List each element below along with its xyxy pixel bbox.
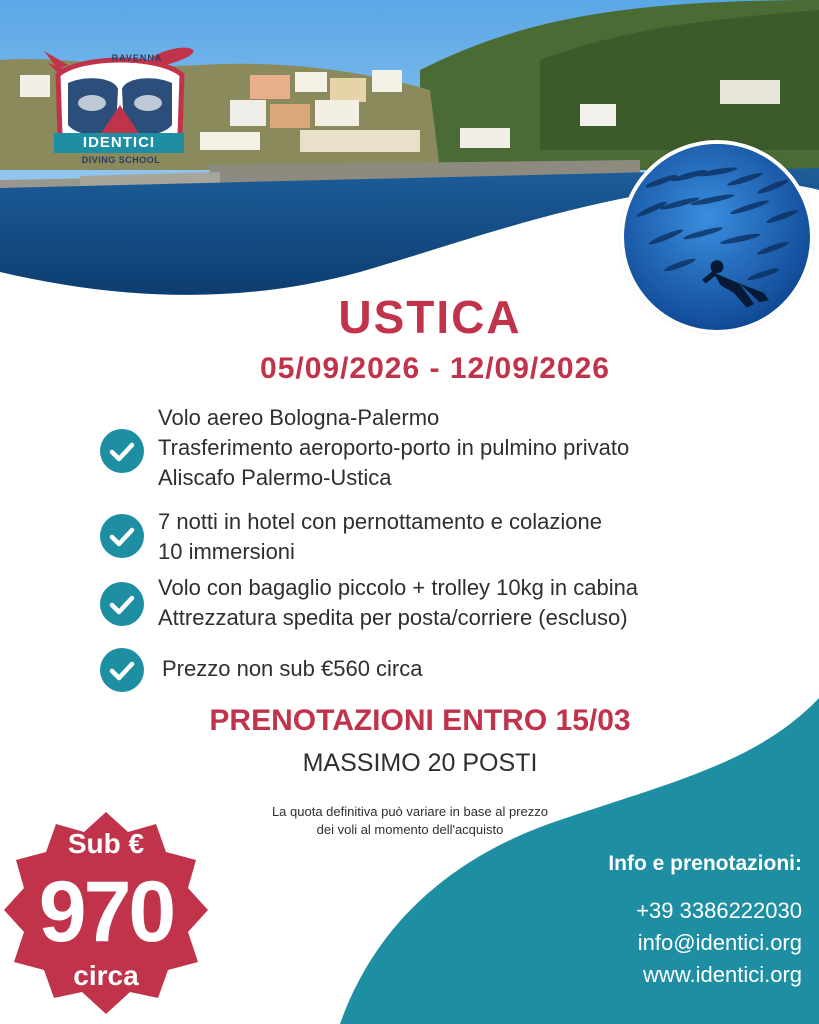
feature-line: 7 notti in hotel con pernottamento e colazione — [158, 509, 602, 534]
info-title: Info e prenotazioni: — [608, 852, 802, 875]
website-link[interactable]: www.identici.org — [643, 962, 802, 987]
feature-line: 10 immersioni — [158, 539, 295, 564]
feature-line: Trasferimento aeroporto-porto in pulmino privato — [158, 435, 630, 460]
logo-city: RAVENNA — [111, 53, 163, 63]
badge-price: 970 — [38, 864, 174, 960]
price-badge — [0, 798, 212, 1024]
logo-subtitle: DIVING SCHOOL — [81, 155, 161, 165]
destination-title: USTICA — [338, 291, 522, 343]
badge-label-top: Sub € — [67, 828, 145, 859]
price-note — [200, 803, 620, 839]
badge-label-bottom: circa — [73, 960, 139, 991]
trip-dates: 05/09/2026 - 12/09/2026 — [260, 352, 610, 385]
check-circle-icon — [100, 429, 144, 473]
booking-deadline: PRENOTAZIONI ENTRO 15/03 — [209, 704, 631, 737]
email-link[interactable]: info@identici.org — [637, 930, 802, 955]
price-note-line: La quota definitiva può variare in base al prezzo — [271, 804, 549, 819]
school-logo — [40, 45, 200, 175]
max-places: MASSIMO 20 POSTI — [302, 749, 538, 777]
price-note-line: dei voli al momento dell'acquisto — [316, 822, 504, 837]
feature-line: Prezzo non sub €560 circa — [162, 656, 423, 681]
feature-line: Volo aereo Bologna-Palermo — [158, 405, 440, 430]
phone-number[interactable]: +39 3386222030 — [636, 898, 802, 923]
feature-line: Attrezzatura spedita per posta/corriere (escluso) — [158, 605, 628, 630]
check-circle-icon — [100, 514, 144, 558]
check-circle-icon — [100, 582, 144, 626]
feature-line: Volo con bagaglio piccolo + trolley 10kg in cabina — [158, 575, 639, 600]
check-circle-icon — [100, 648, 144, 692]
feature-line: Aliscafo Palermo-Ustica — [158, 465, 392, 490]
logo-name: IDENTICI — [54, 133, 184, 153]
